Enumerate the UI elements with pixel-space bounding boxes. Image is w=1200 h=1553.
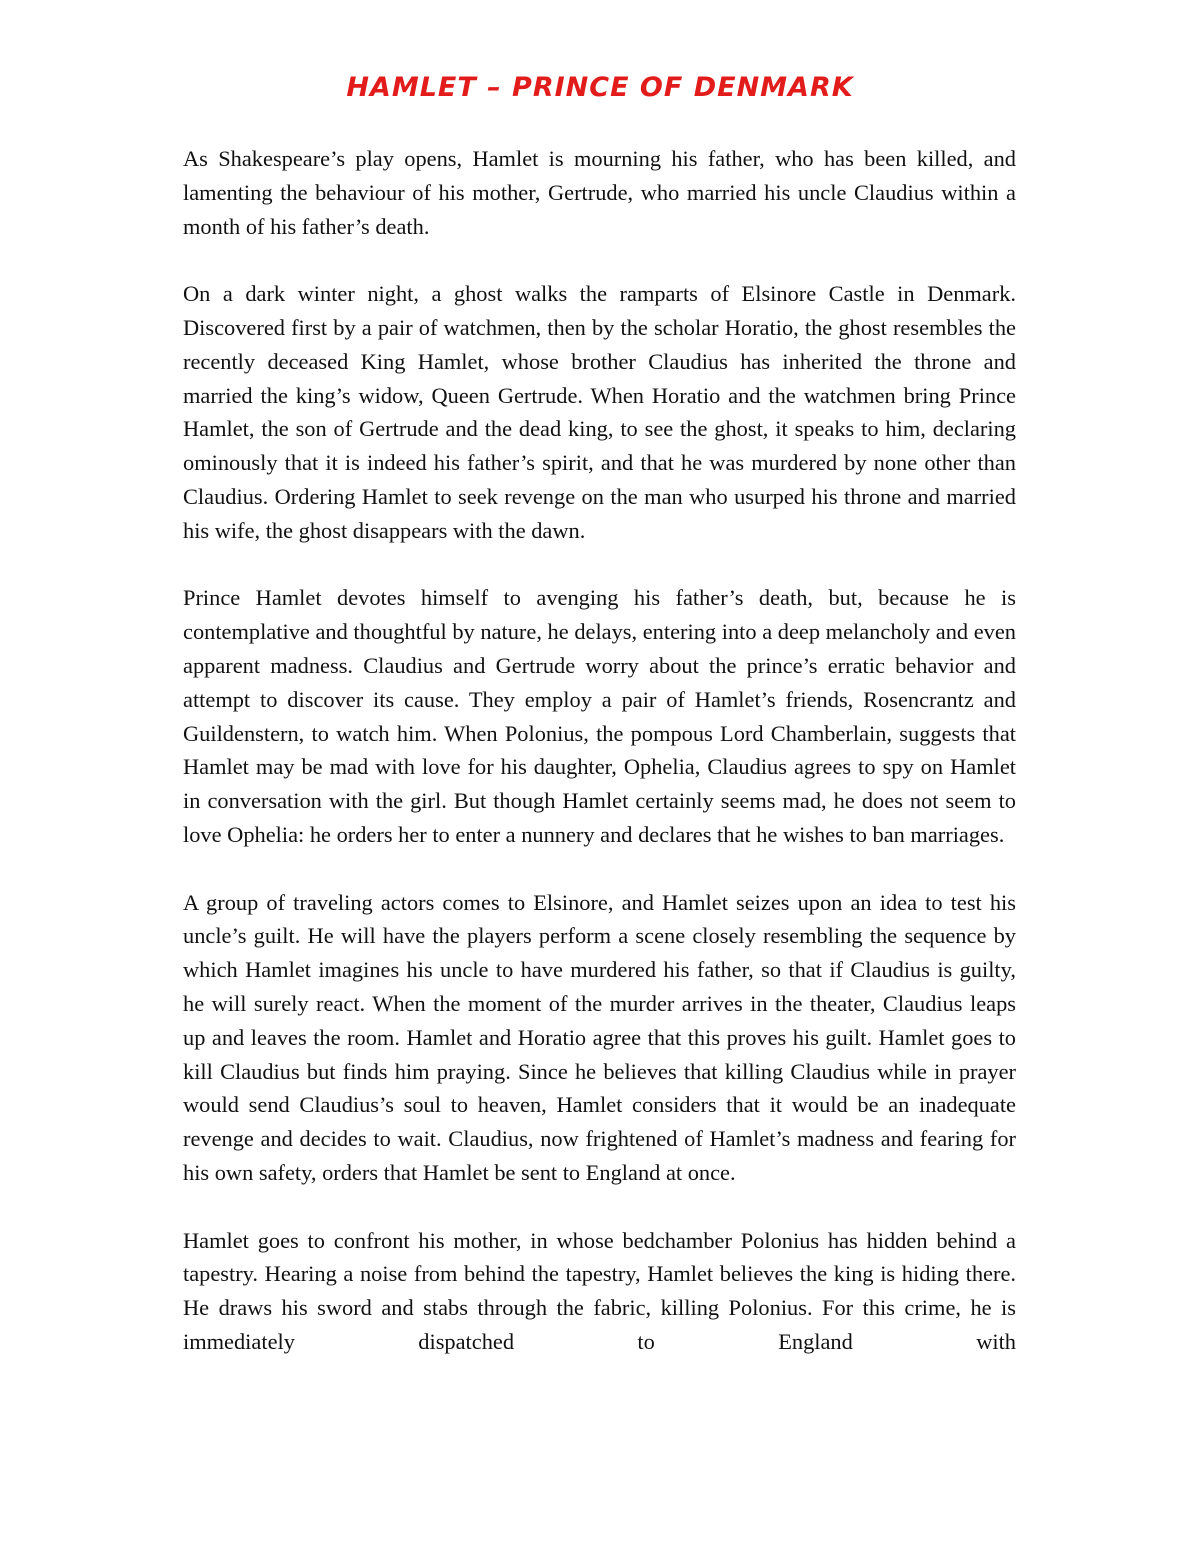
document-body [183,142,1016,1359]
paragraph-3: Prince Hamlet devotes himself to avenging his father’s death, but, because he is contemplative and thoughtful by nature, he delays, entering into a deep melancholy and even apparent madness. Claudius and Gertrude worry about the prince’s erratic behavior and attempt to discover its cause. They employ a pair of Hamlet’s friends, Rosencrantz and Guildenstern, to watch him. When Polonius, the pompous Lord Chamberlain, suggests that Hamlet may be mad with love for his daughter, Ophelia, Claudius agrees to spy on Hamlet in conversation with the girl. But though Hamlet certainly seems mad, he does not seem to love Ophelia: he orders her to enter a nunnery and declares that he wishes to ban marriages. [183,585,1016,847]
paragraph-4: A group of traveling actors comes to Elsinore, and Hamlet seizes upon an idea to test his uncle’s guilt. He will have the players perform a scene closely resembling the sequence by which Hamlet imagines his uncle to have murdered his father, so that if Claudius is guilty, he will surely react. When the moment of the murder arrives in the theater, Claudius leaps up and leaves the room. Hamlet and Horatio agree that this proves his guilt. Hamlet goes to kill Claudius but finds him praying. Since he believes that killing Claudius while in prayer would send Claudius’s soul to heaven, Hamlet considers that it would be an inadequate revenge and decides to wait. Claudius, now frightened of Hamlet’s madness and fearing for his own safety, orders that Hamlet be sent to England at once. [183,889,1016,1185]
paragraph-1: As Shakespeare’s play opens, Hamlet is mourning his father, who has been killed, and lamenting the behaviour of his mother, Gertrude, who married his uncle Claudius within a month of his father’s death. [183,146,1016,239]
paragraph-5: Hamlet goes to confront his mother, in whose bedchamber Polonius has hidden behind a tapestry. Hearing a noise from behind the tapestry, Hamlet believes the king is hiding there. He draws his sword and stabs through the fabric, killing Polonius. For this crime, he is immediately dispatched to England with [183,1227,1016,1354]
paragraph-2: On a dark winter night, a ghost walks the ramparts of Elsinore Castle in Denmark. Discovered first by a pair of watchmen, then by the scholar Horatio, the ghost resembles the recently deceased King Hamlet, whose brother Claudius has inherited the throne and married the king’s widow, Queen Gertrude. When Horatio and the watchmen bring Prince Hamlet, the son of Gertrude and the dead king, to see the ghost, it speaks to him, declaring ominously that it is indeed his father’s spirit, and that he was murdered by none other than Claudius. Ordering Hamlet to seek revenge on the man who usurped his throne and married his wife, the ghost disappears with the dawn. [183,281,1016,543]
document-title: HAMLET – PRINCE OF DENMARK [346,72,854,103]
